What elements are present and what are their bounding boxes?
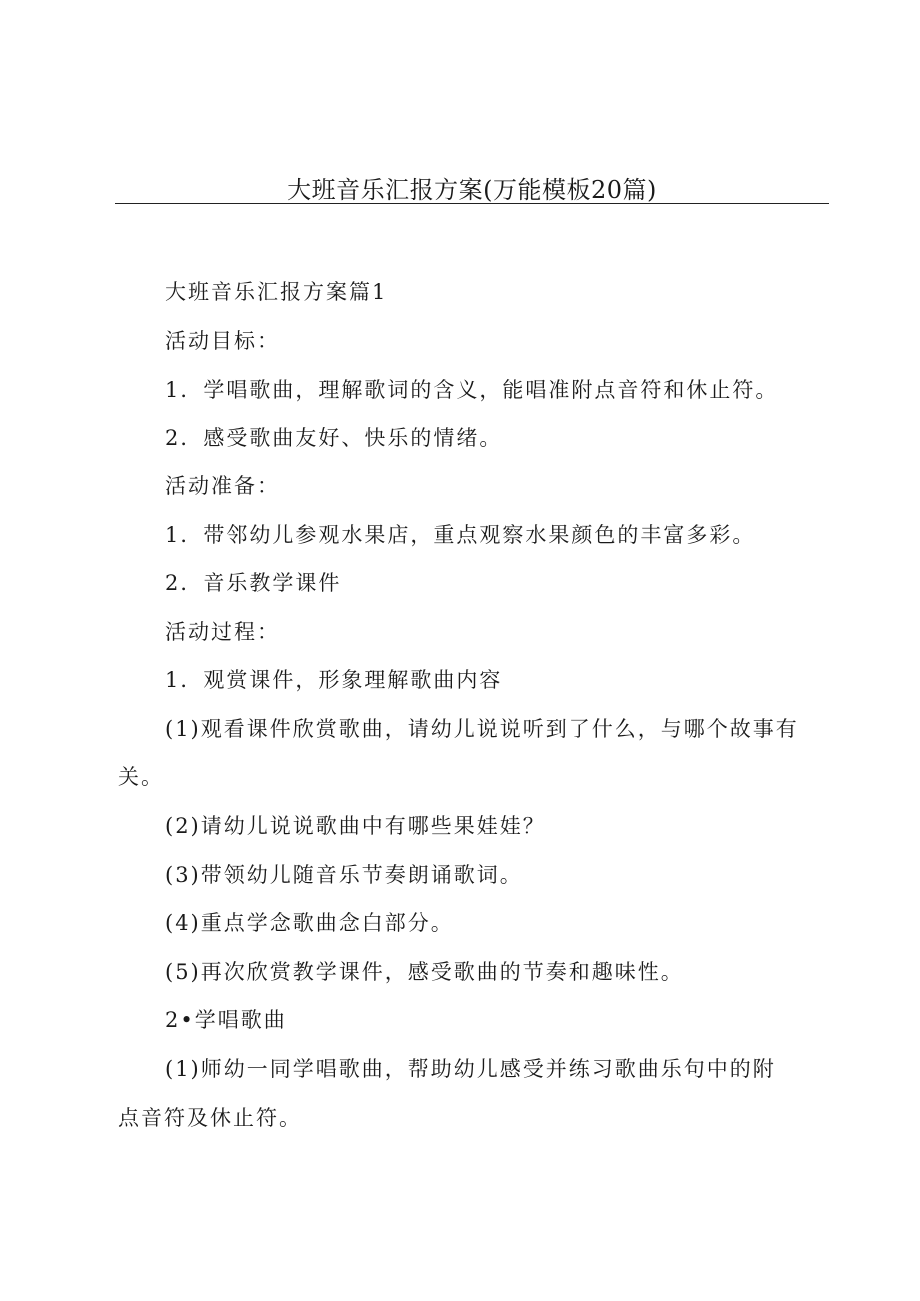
paragraph-line: (1)师幼一同学唱歌曲，帮助幼儿感受并练习歌曲乐句中的附 — [165, 1057, 776, 1081]
paragraph-line: 1．观赏课件，形象理解歌曲内容 — [165, 668, 503, 692]
paragraph-line: 关。 — [118, 765, 164, 789]
paragraph-line: (5)再次欣赏教学课件，感受歌曲的节奏和趣味性。 — [165, 960, 684, 984]
paragraph-line: 活动准备： — [165, 474, 280, 498]
paragraph-line: 点音符及休止符。 — [118, 1106, 302, 1130]
paragraph-line: 活动过程： — [165, 620, 280, 644]
paragraph-line: 2•学唱歌曲 — [165, 1008, 287, 1032]
paragraph-line: (1)观看课件欣赏歌曲，请幼儿说说听到了什么，与哪个故事有 — [165, 717, 799, 741]
paragraph-line: 1．学唱歌曲，理解歌词的含义，能唱准附点音符和休止符。 — [165, 378, 779, 402]
paragraph-line: 2．感受歌曲友好、快乐的情绪。 — [165, 426, 503, 450]
paragraph-line: (2)请幼儿说说歌曲中有哪些果娃娃？ — [165, 814, 546, 838]
paragraph-line: (3)带领幼儿随音乐节奏朗诵歌词。 — [165, 863, 523, 887]
title-divider — [115, 203, 829, 204]
paragraph-line: 活动目标： — [165, 329, 280, 353]
paragraph-line: 1．带邻幼儿参观水果店，重点观察水果颜色的丰富多彩。 — [165, 523, 756, 547]
paragraph-line: (4)重点学念歌曲念白部分。 — [165, 911, 454, 935]
paragraph-line: 2．音乐教学课件 — [165, 571, 342, 595]
section-heading: 大班音乐汇报方案篇1 — [165, 280, 388, 304]
page-title: 大班音乐汇报方案(万能模板20篇) — [287, 176, 657, 204]
